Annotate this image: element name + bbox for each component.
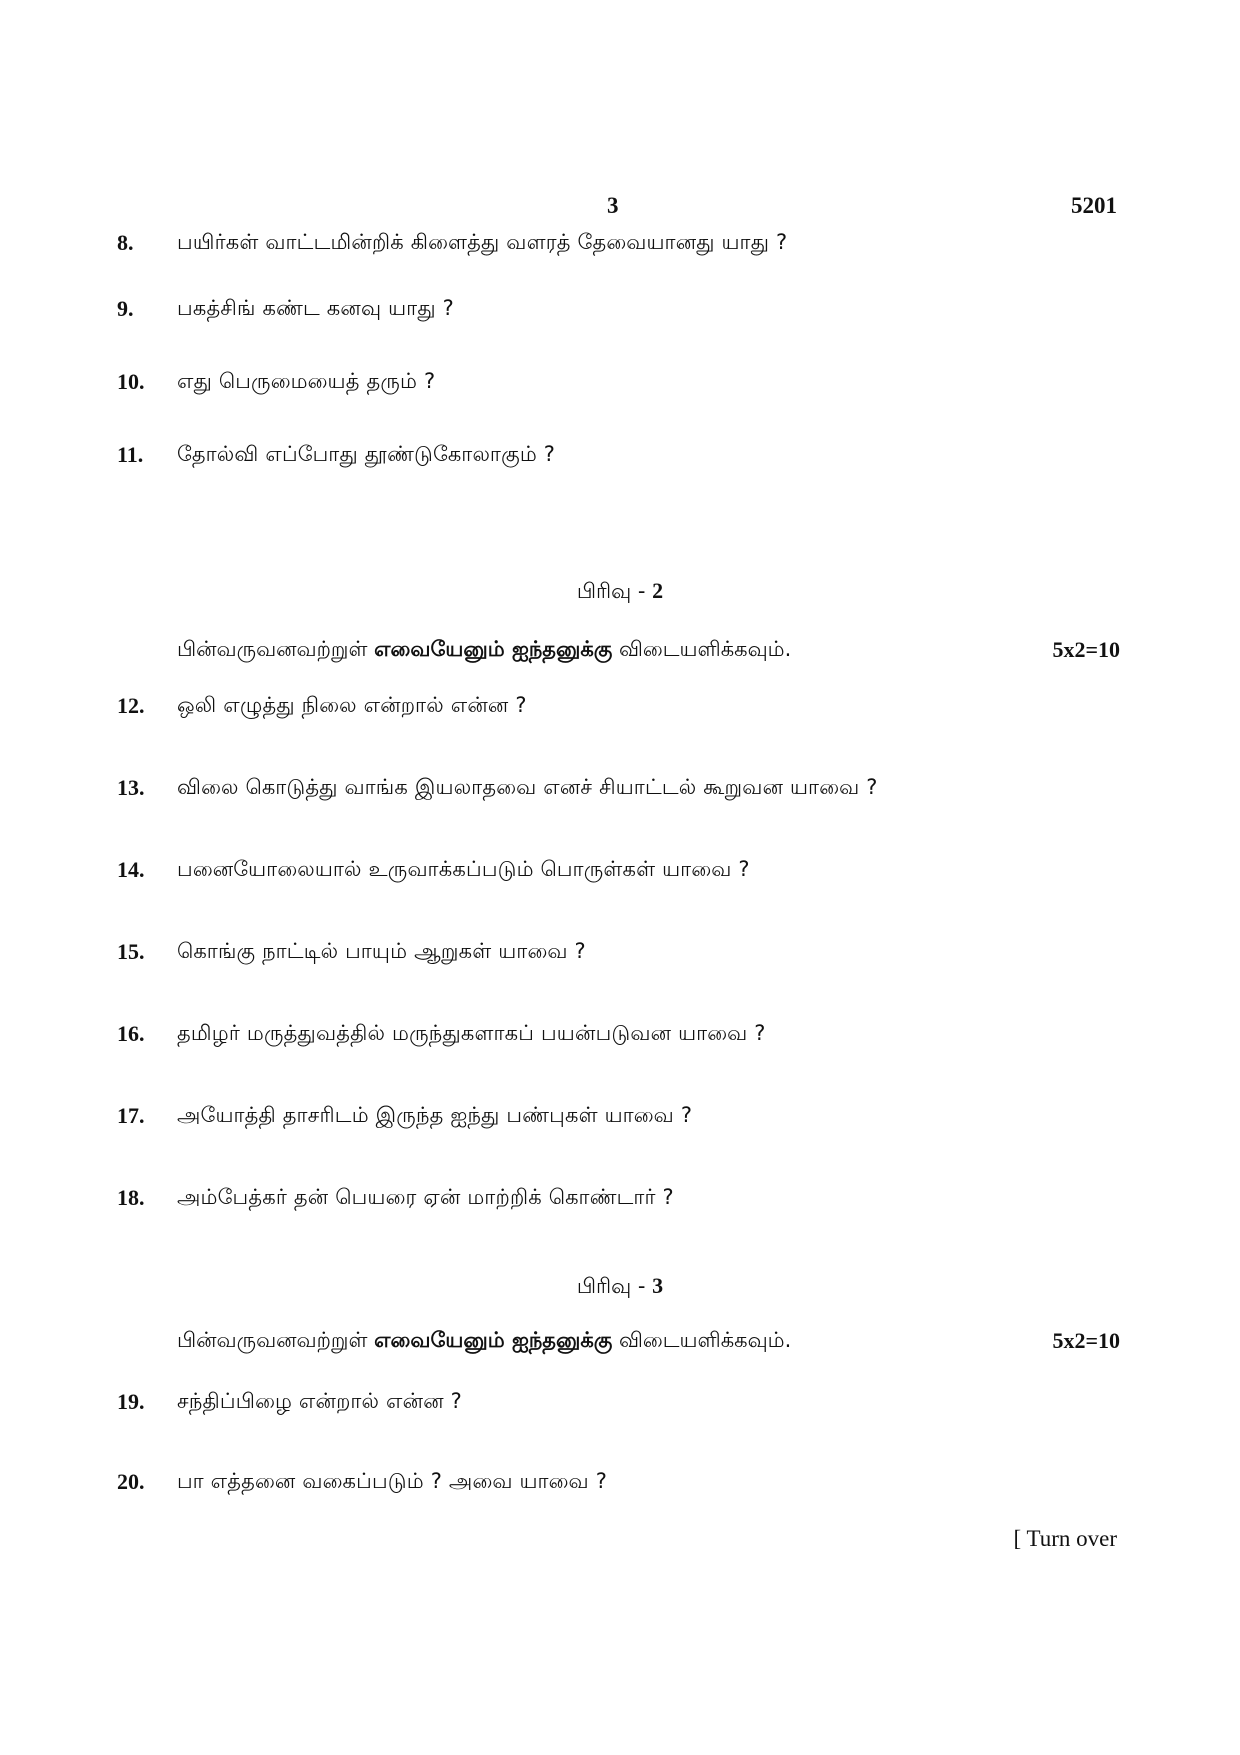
question-text: கொங்கு நாட்டில் பாயும் ஆறுகள் யாவை ? bbox=[177, 938, 586, 963]
question-number: 13. bbox=[117, 775, 145, 800]
section-title-separator: - bbox=[631, 579, 653, 603]
paper-code: 5201 bbox=[1071, 193, 1117, 218]
question-13 bbox=[117, 770, 1117, 806]
question-text: தோல்வி எப்போது தூண்டுகோலாகும் ? bbox=[177, 441, 556, 466]
instruction-suffix: விடையளிக்கவும். bbox=[612, 1327, 792, 1352]
instruction-suffix: விடையளிக்கவும். bbox=[612, 636, 792, 661]
instruction-text bbox=[177, 1328, 791, 1355]
section-title-word: பிரிவு bbox=[576, 579, 632, 603]
section-title-number: 3 bbox=[652, 1273, 664, 1298]
question-text: பயிர்கள் வாட்டமின்றிக் கிளைத்து வளரத் தேவையானது யாது ? bbox=[177, 229, 788, 254]
instruction-bold: எவையேனும் ஐந்தனுக்கு bbox=[374, 1327, 613, 1352]
section-2-instruction bbox=[177, 632, 1120, 668]
question-11 bbox=[117, 437, 1117, 473]
question-number: 17. bbox=[117, 1103, 145, 1128]
instruction-prefix: பின்வருவனவற்றுள் bbox=[177, 636, 375, 661]
question-text: பகத்சிங் கண்ட கனவு யாது ? bbox=[177, 295, 454, 320]
question-text: பா எத்தனை வகைப்படும் ? அவை யாவை ? bbox=[177, 1468, 608, 1493]
question-18 bbox=[117, 1180, 1117, 1216]
section-marks: 5x2=10 bbox=[1052, 1328, 1120, 1353]
question-9 bbox=[117, 291, 1117, 327]
section-3-title bbox=[0, 1273, 1240, 1301]
question-17 bbox=[117, 1098, 1117, 1134]
question-16 bbox=[117, 1016, 1117, 1052]
question-number: 20. bbox=[117, 1469, 145, 1494]
instruction-text bbox=[177, 637, 791, 664]
question-text: அயோத்தி தாசரிடம் இருந்த ஐந்து பண்புகள் யாவை ? bbox=[177, 1102, 693, 1127]
question-number: 16. bbox=[117, 1021, 145, 1046]
section-title-separator: - bbox=[631, 1274, 653, 1298]
question-number: 9. bbox=[117, 296, 134, 321]
question-text: அம்பேத்கர் தன் பெயரை ஏன் மாற்றிக் கொண்டார் ? bbox=[177, 1184, 674, 1209]
question-text: பனையோலையால் உருவாக்கப்படும் பொருள்கள் யாவை ? bbox=[177, 856, 750, 881]
question-number: 10. bbox=[117, 369, 145, 394]
question-number: 12. bbox=[117, 693, 145, 718]
question-number: 19. bbox=[117, 1389, 145, 1414]
section-marks: 5x2=10 bbox=[1052, 637, 1120, 662]
section-3-instruction bbox=[177, 1323, 1120, 1359]
question-text: விலை கொடுத்து வாங்க இயலாதவை எனச் சியாட்டல் கூறுவன யாவை ? bbox=[177, 774, 878, 799]
turn-over-note: [ Turn over bbox=[1013, 1526, 1117, 1551]
question-10 bbox=[117, 364, 1117, 400]
question-15 bbox=[117, 934, 1117, 970]
question-text: எது பெருமையைத் தரும் ? bbox=[177, 368, 436, 393]
question-20 bbox=[117, 1464, 1117, 1500]
question-number: 8. bbox=[117, 230, 134, 255]
question-text: தமிழர் மருத்துவத்தில் மருந்துகளாகப் பயன்படுவன யாவை ? bbox=[177, 1020, 766, 1045]
question-number: 11. bbox=[117, 442, 144, 467]
question-14 bbox=[117, 852, 1117, 888]
instruction-bold: எவையேனும் ஐந்தனுக்கு bbox=[374, 636, 613, 661]
section-title-word: பிரிவு bbox=[576, 1274, 632, 1298]
page-number: 3 bbox=[607, 193, 619, 218]
section-title-number: 2 bbox=[652, 578, 664, 603]
question-number: 14. bbox=[117, 857, 145, 882]
question-8 bbox=[117, 225, 1117, 261]
question-number: 15. bbox=[117, 939, 145, 964]
question-text: ஒலி எழுத்து நிலை என்றால் என்ன ? bbox=[177, 692, 527, 717]
question-12 bbox=[117, 688, 1117, 724]
question-19 bbox=[117, 1384, 1117, 1420]
question-number: 18. bbox=[117, 1185, 145, 1210]
section-2-title bbox=[0, 578, 1240, 606]
instruction-prefix: பின்வருவனவற்றுள் bbox=[177, 1327, 375, 1352]
question-text: சந்திப்பிழை என்றால் என்ன ? bbox=[177, 1388, 462, 1413]
